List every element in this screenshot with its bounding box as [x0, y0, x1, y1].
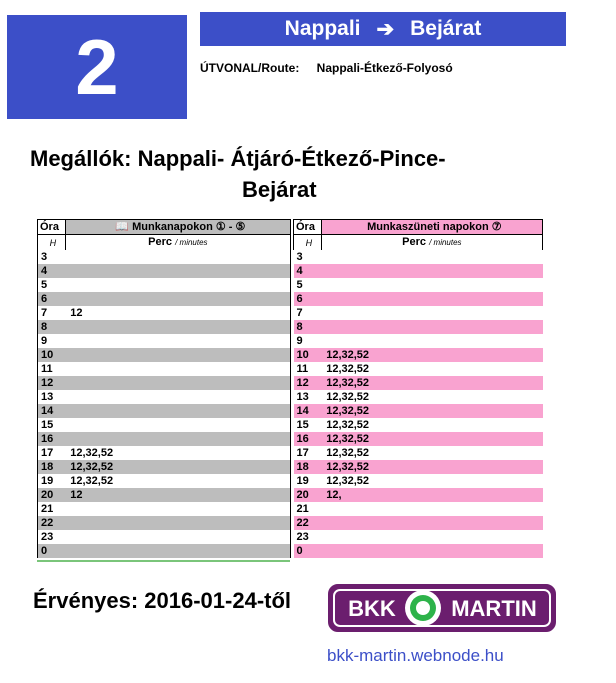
minute-header: [321, 235, 542, 251]
hour-cell: 5: [38, 278, 66, 292]
hour-cell: 7: [38, 306, 66, 320]
minutes-cell: [65, 418, 290, 432]
bkk-martin-logo: [328, 584, 556, 632]
minutes-cell: [321, 320, 542, 334]
table-row: [294, 390, 543, 404]
hour-cell: 5: [296, 279, 303, 291]
hour-cell: 14: [294, 404, 322, 418]
minutes-cell: 12,32,52: [326, 419, 370, 431]
hour-cell: 10: [38, 348, 66, 362]
hour-cell: 9: [38, 334, 66, 348]
hour-cell: 13: [38, 390, 66, 404]
table-row: [38, 306, 291, 320]
hour-header: Óra: [38, 220, 66, 235]
table-row: [294, 460, 543, 474]
table-row: [294, 264, 543, 278]
minutes-cell: [321, 250, 542, 264]
stops-list: [30, 143, 510, 205]
route-label: ÚTVONAL/Route:: [200, 61, 300, 75]
hour-subheader: H: [38, 235, 66, 251]
hour-cell: 11: [38, 362, 66, 376]
minutes-cell: [65, 516, 290, 530]
hour-cell: 16: [38, 432, 66, 446]
hour-cell: 15: [38, 418, 66, 432]
stops-line-2: Bejárat: [242, 177, 317, 202]
table-row: [38, 334, 291, 348]
table-row: [38, 460, 291, 474]
minutes-cell: 12,32,52: [321, 404, 542, 418]
minutes-cell: [321, 516, 542, 530]
table-row: [294, 306, 543, 320]
minutes-cell: 12,32,52: [326, 391, 370, 403]
minutes-cell: [65, 334, 290, 348]
table-row: [294, 474, 543, 488]
hour-cell: 4: [38, 264, 66, 278]
minutes-cell: [65, 348, 290, 362]
holiday-title: Munkaszüneti napokon ⑦: [321, 220, 542, 235]
minutes-cell: 12,32,52: [65, 460, 290, 474]
hour-cell: 15: [296, 419, 309, 431]
svg-text:BKK: BKK: [348, 596, 396, 621]
table-row: [38, 530, 291, 544]
table-row: [38, 292, 291, 306]
hour-cell: 13: [296, 391, 309, 403]
hour-cell: 18: [38, 460, 66, 474]
minutes-cell: 12,32,52: [65, 446, 290, 460]
minutes-cell: 12: [65, 488, 290, 502]
table-row: [38, 474, 291, 488]
minutes-cell: [65, 250, 290, 264]
table-row: [38, 404, 291, 418]
minutes-cell: [321, 502, 542, 516]
table-row: [294, 502, 543, 516]
table-row: [38, 264, 291, 278]
timetable: [37, 219, 543, 560]
minute-header: [65, 235, 290, 251]
arrow-icon: ➔: [376, 17, 395, 41]
minutes-cell: 12: [65, 306, 290, 320]
hour-cell: 14: [38, 404, 66, 418]
minutes-cell: [65, 320, 290, 334]
table-row: [294, 376, 543, 390]
minutes-cell: [321, 530, 542, 544]
route-number: 2: [7, 15, 187, 119]
hour-cell: 18: [294, 460, 322, 474]
table-row: [38, 250, 291, 264]
minutes-cell: [65, 362, 290, 376]
hour-cell: 0: [38, 544, 66, 558]
table-row: [294, 292, 543, 306]
table-row: [38, 432, 291, 446]
minute-sub-label: / minutes: [429, 238, 462, 247]
hour-cell: 8: [38, 320, 66, 334]
hour-cell: 22: [38, 516, 66, 530]
weekday-table: [37, 219, 291, 558]
minutes-cell: [65, 404, 290, 418]
minutes-cell: 12,32,52: [326, 475, 370, 487]
route-to: Bejárat: [410, 17, 482, 40]
minutes-cell: [321, 292, 542, 306]
hour-cell: 12: [38, 376, 66, 390]
table-row: [294, 516, 543, 530]
minutes-cell: 12,32,52: [321, 460, 542, 474]
minutes-cell: [321, 264, 542, 278]
table-row: [294, 320, 543, 334]
hour-header: Óra: [294, 220, 322, 235]
table-bottom-line: [37, 560, 290, 562]
table-row: [38, 418, 291, 432]
weekday-title: 📖 Munkanapokon ① - ⑤: [65, 220, 290, 235]
hour-cell: 16: [294, 432, 322, 446]
minutes-cell: 12,32,52: [321, 348, 542, 362]
hour-cell: 17: [38, 446, 66, 460]
minutes-cell: 12,: [321, 488, 542, 502]
minutes-cell: [65, 292, 290, 306]
minutes-cell: [65, 502, 290, 516]
minutes-cell: [321, 278, 542, 292]
svg-text:MARTIN: MARTIN: [451, 596, 537, 621]
table-row: [38, 544, 291, 558]
minutes-cell: 12,32,52: [321, 376, 542, 390]
holiday-table: [293, 219, 543, 558]
table-row: [38, 488, 291, 502]
hour-cell: 20: [38, 488, 66, 502]
minute-label: Perc: [402, 236, 427, 248]
minutes-cell: [65, 432, 290, 446]
hour-cell: 0: [294, 544, 322, 558]
route-from: Nappali: [284, 17, 361, 40]
hour-cell: 20: [294, 488, 322, 502]
hour-cell: 19: [38, 474, 66, 488]
hour-cell: 12: [294, 376, 322, 390]
minutes-cell: 12,32,52: [326, 447, 370, 459]
minutes-cell: [321, 306, 542, 320]
minutes-cell: [65, 390, 290, 404]
table-row: [38, 446, 291, 460]
table-row: [38, 376, 291, 390]
hour-cell: 23: [296, 531, 309, 543]
table-row: [294, 250, 543, 264]
table-row: [294, 278, 543, 292]
table-row: [294, 446, 543, 460]
hour-cell: 11: [296, 363, 309, 375]
hour-cell: 7: [296, 307, 303, 319]
hour-cell: 8: [294, 320, 322, 334]
table-row: [294, 488, 543, 502]
minutes-cell: [65, 544, 290, 558]
hour-cell: 9: [296, 335, 303, 347]
table-row: [294, 432, 543, 446]
hour-cell: 4: [294, 264, 322, 278]
hour-cell: 3: [296, 251, 303, 263]
minutes-cell: 12,32,52: [326, 363, 370, 375]
table-row: [294, 334, 543, 348]
minute-label: Perc: [148, 236, 173, 248]
website-link[interactable]: bkk-martin.webnode.hu: [327, 646, 504, 665]
table-row: [38, 348, 291, 362]
minutes-cell: 12,32,52: [321, 432, 542, 446]
hour-cell: 3: [38, 250, 66, 264]
table-row: [38, 390, 291, 404]
route-value: Nappali-Étkező-Folyosó: [316, 61, 453, 75]
hour-cell: 19: [296, 475, 309, 487]
hour-cell: 22: [294, 516, 322, 530]
table-row: [38, 502, 291, 516]
table-row: [294, 544, 543, 558]
table-row: [38, 362, 291, 376]
hour-cell: 21: [38, 502, 66, 516]
table-row: [38, 278, 291, 292]
table-row: [38, 320, 291, 334]
hour-cell: 10: [294, 348, 322, 362]
hour-cell: 23: [38, 530, 66, 544]
minutes-cell: [65, 278, 290, 292]
hour-cell: 17: [296, 447, 309, 459]
hour-cell: 6: [38, 292, 66, 306]
table-row: [294, 362, 543, 376]
minutes-cell: [321, 544, 542, 558]
hour-subheader: H: [294, 235, 322, 251]
minutes-cell: 12,32,52: [65, 474, 290, 488]
table-row: [294, 418, 543, 432]
hour-cell: 21: [296, 503, 309, 515]
route-description: [200, 61, 453, 75]
minutes-cell: [65, 264, 290, 278]
minute-sub-label: / minutes: [175, 238, 208, 247]
table-row: [38, 516, 291, 530]
minutes-cell: [65, 376, 290, 390]
stops-line-1: Megállók: Nappali- Átjáró-Étkező-Pince-: [30, 146, 446, 171]
hour-cell: 6: [294, 292, 322, 306]
minutes-cell: [321, 334, 542, 348]
table-row: [294, 530, 543, 544]
table-row: [294, 348, 543, 362]
table-row: [294, 404, 543, 418]
route-header: [200, 12, 566, 46]
validity-date: Érvényes: 2016-01-24-től: [33, 588, 292, 613]
minutes-cell: [65, 530, 290, 544]
